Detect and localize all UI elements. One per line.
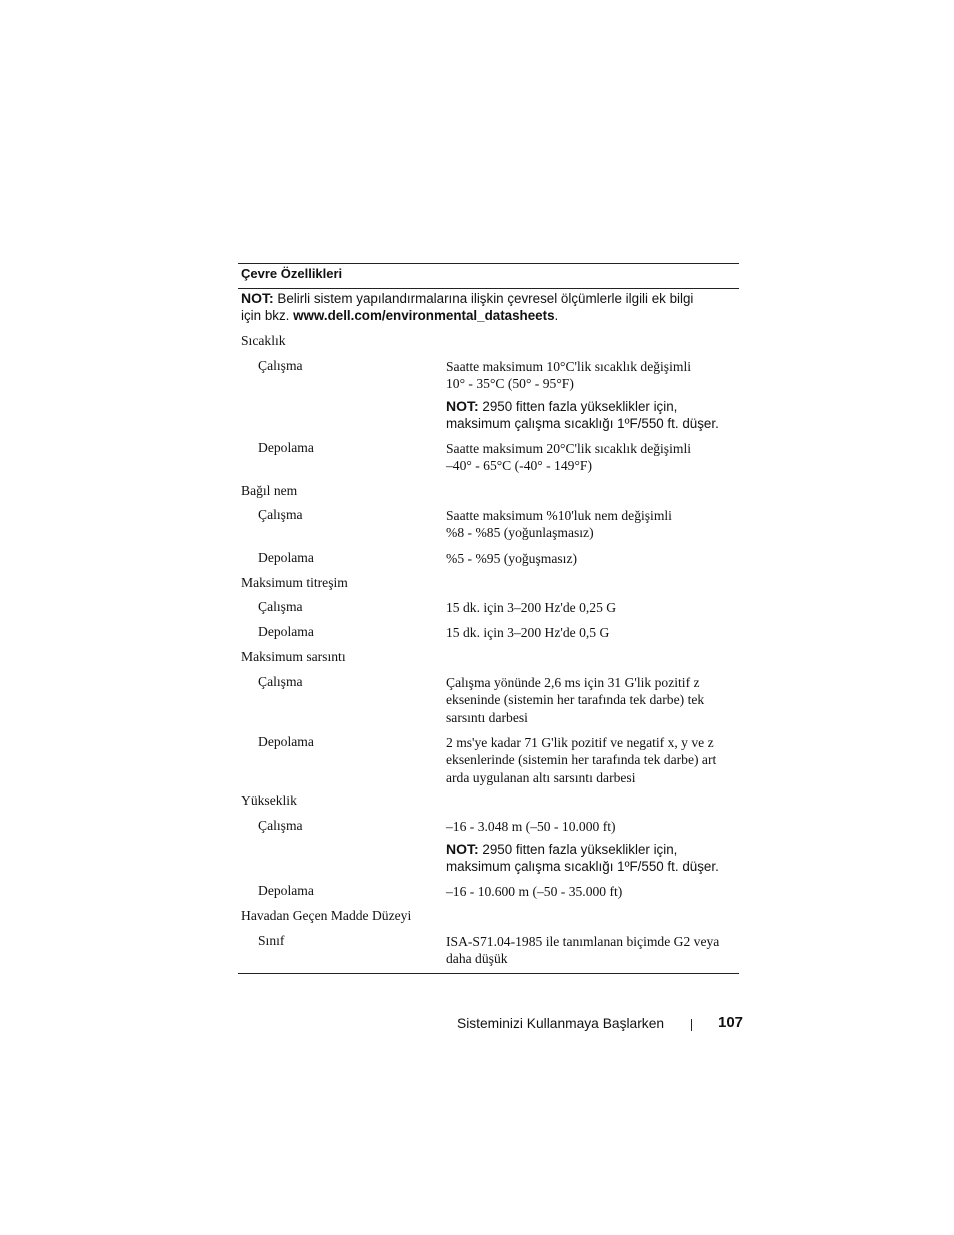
shock-operating-label: Çalışma (258, 674, 303, 689)
temperature-storage-value (446, 440, 691, 475)
category-vibration: Maksimum titreşim (241, 575, 348, 590)
value-line: –40° - 65°C (-40° - 149°F) (446, 458, 592, 474)
footer-separator (691, 1019, 692, 1031)
value-line: ekseninde (sistemin her tarafında tek darbe) tek (446, 692, 705, 708)
note-line: maksimum çalışma sıcaklığı 1ºF/550 ft. düşer. (446, 416, 719, 432)
note-line: 2950 fitten fazla yükseklikler için, (478, 399, 678, 414)
value-line: %8 - %85 (yoğunlaşmasız) (446, 525, 594, 541)
value-line: Çalışma yönünde 2,6 ms için 31 G'lik pozitif z (446, 675, 700, 690)
altitude-operating-label: Çalışma (258, 818, 303, 833)
note-text-line1: Belirli sistem yapılandırmalarına ilişkin çevresel ölçümlerle ilgili ek bilgi (273, 291, 694, 306)
table-top-rule (238, 263, 739, 264)
table-bottom-rule (238, 973, 739, 974)
value-line: 10° - 35°C (50° - 95°F) (446, 376, 574, 392)
value-line: Saatte maksimum 10°C'lik sıcaklık değişimli (446, 359, 691, 374)
altitude-storage-label: Depolama (258, 883, 314, 898)
humidity-storage-label: Depolama (258, 550, 314, 565)
note-line: maksimum çalışma sıcaklığı 1ºF/550 ft. düşer. (446, 859, 719, 875)
note-line: 2950 fitten fazla yükseklikler için, (478, 842, 678, 857)
value-line: ISA-S71.04-1985 ile tanımlanan biçimde G2 veya (446, 934, 720, 949)
shock-storage-label: Depolama (258, 734, 314, 749)
humidity-operating-value (446, 507, 672, 542)
note-paragraph-line2 (241, 308, 558, 323)
category-altitude: Yükseklik (241, 793, 297, 808)
temperature-operating-value (446, 358, 691, 393)
value-line: 2 ms'ye kadar 71 G'lik pozitif ve negatif x, y ve z (446, 735, 714, 750)
table-header-rule (238, 288, 739, 289)
airborne-class-label: Sınıf (258, 933, 285, 948)
value-line: Saatte maksimum 20°C'lik sıcaklık değişimli (446, 441, 691, 456)
note-label: NOT: (446, 398, 479, 414)
humidity-operating-label: Çalışma (258, 507, 303, 522)
airborne-class-value (446, 933, 719, 968)
value-line: arda uygulanan altı sarsıntı darbesi (446, 769, 636, 785)
note-text-end: . (554, 308, 559, 323)
vibration-storage-label: Depolama (258, 624, 314, 639)
note-text-line2: için bkz. (241, 308, 294, 323)
vibration-storage-value: 15 dk. için 3–200 Hz'de 0,5 G (446, 625, 610, 640)
category-airborne-contaminant: Havadan Geçen Madde Düzeyi (241, 908, 412, 923)
shock-storage-value (446, 734, 716, 786)
vibration-operating-value: 15 dk. için 3–200 Hz'de 0,25 G (446, 600, 617, 615)
note-paragraph (241, 290, 693, 306)
category-humidity: Bağıl nem (241, 483, 298, 498)
page-number: 107 (718, 1014, 744, 1031)
category-shock: Maksimum sarsıntı (241, 649, 346, 664)
humidity-storage-value: %5 - %95 (yoğuşmasız) (446, 551, 577, 566)
value-line: eksenlerinde (sistemin her tarafında tek darbe) art (446, 752, 717, 768)
note-label: NOT: (241, 290, 274, 306)
environmental-datasheets-link[interactable]: www.dell.com/environmental_datasheets (293, 308, 555, 323)
value-line: sarsıntı darbesi (446, 709, 528, 725)
category-temperature: Sıcaklık (241, 333, 286, 348)
temperature-operating-label: Çalışma (258, 358, 303, 373)
altitude-operating-note (446, 841, 719, 876)
temperature-storage-label: Depolama (258, 440, 314, 455)
note-label: NOT: (446, 841, 479, 857)
table-title: Çevre Özellikleri (241, 266, 343, 281)
value-line: Saatte maksimum %10'luk nem değişimli (446, 508, 672, 523)
value-line: daha düşük (446, 951, 508, 967)
altitude-storage-value: –16 - 10.600 m (–50 - 35.000 ft) (446, 884, 623, 899)
vibration-operating-label: Çalışma (258, 599, 303, 614)
altitude-operating-value: –16 - 3.048 m (–50 - 10.000 ft) (446, 819, 616, 834)
footer-section-title: Sisteminizi Kullanmaya Başlarken (457, 1016, 665, 1031)
temperature-operating-note (446, 398, 719, 433)
shock-operating-value (446, 674, 704, 726)
